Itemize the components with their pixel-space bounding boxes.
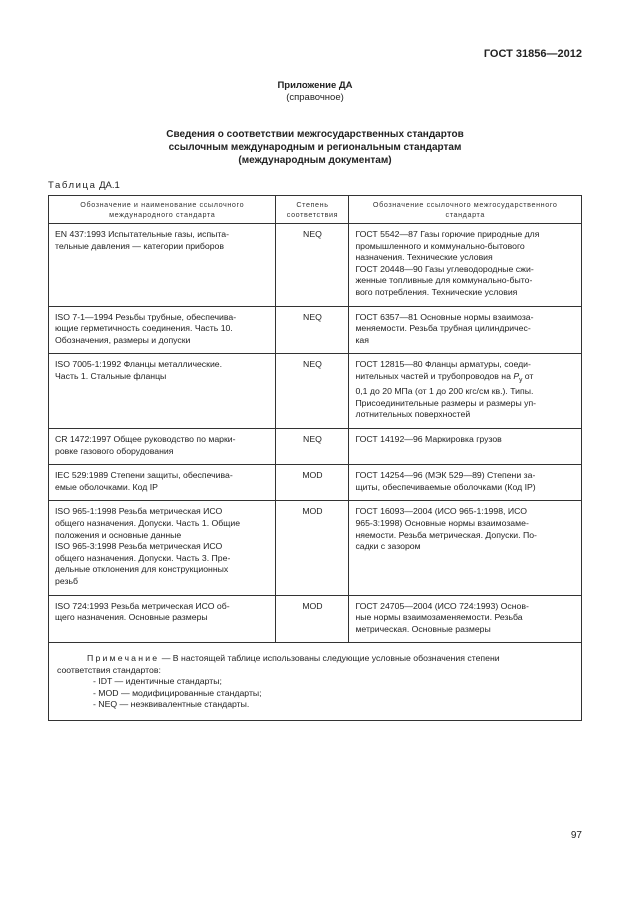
- cell-line: лотнительных поверхностей: [355, 409, 471, 420]
- degree-cell: MOD: [276, 595, 349, 643]
- degree-cell: NEQ: [276, 354, 349, 429]
- column-header-interstate: Обозначение ссылочного межгосударственного стандарта: [349, 196, 582, 224]
- table-row: [49, 306, 582, 354]
- table-row: [49, 429, 582, 465]
- note-title: Примечание: [87, 653, 160, 664]
- document-code: ГОСТ 31856—2012: [483, 48, 582, 60]
- international-standard-cell: [49, 224, 276, 307]
- heading-line: (международным документам): [238, 155, 392, 166]
- cell-line: меняемости. Резьба трубная цилиндричес-: [355, 323, 531, 334]
- table-caption-label: Таблица: [48, 180, 97, 191]
- cell-line: ГОСТ 12815—80 Фланцы арматуры, соеди-: [355, 359, 531, 370]
- cell-line: общего назначения. Допуски. Часть 3. Пре-: [55, 552, 231, 563]
- note-item: - NEQ — неэквивалентные стандарты.: [93, 698, 250, 709]
- heading-line: ссылочным международным и региональным стандартам: [168, 142, 462, 153]
- cell-line: емые оболочками. Код IP: [55, 481, 158, 492]
- column-header-degree: Степень соответствия: [276, 196, 349, 224]
- annex-header: [0, 80, 630, 104]
- cell-line: ISO 7005-1:1992 Фланцы металлические.: [55, 359, 223, 370]
- cell-line: ные нормы взаимозаменяемости. Резьба: [355, 612, 523, 623]
- cell-line: 0,1 до 20 МПа (от 1 до 200 кгс/см кв.). Типы.: [355, 386, 534, 397]
- interstate-standard-cell: [349, 429, 582, 465]
- cell-line: ющие герметичность соединения. Часть 10.: [55, 323, 233, 334]
- international-standard-cell: [49, 306, 276, 354]
- cell-line: ГОСТ 16093—2004 (ИСО 965-1:1998, ИСО: [355, 506, 527, 517]
- international-standard-cell: [49, 429, 276, 465]
- degree-cell: MOD: [276, 465, 349, 501]
- cell-line: ГОСТ 20448—90 Газы углеводородные сжи-: [355, 263, 534, 274]
- cell-line: тельные давления — категории приборов: [55, 240, 224, 251]
- international-standard-cell: [49, 595, 276, 643]
- cell-line: ГОСТ 24705—2004 (ИСО 724:1993) Основ-: [355, 600, 529, 611]
- cell-line: CR 1472:1997 Общее руководство по марки-: [55, 434, 236, 445]
- cell-line: Часть 1. Стальные фланцы: [55, 370, 167, 381]
- note-text: — В настоящей таблице использованы следующие условные обозначения степени: [159, 653, 500, 664]
- cell-line: ISO 724:1993 Резьба метрическая ИСО об-: [55, 600, 230, 611]
- cell-line: вого потребления. Технические условия: [355, 286, 518, 297]
- table-row: [49, 354, 582, 429]
- cell-line: ISO 7-1—1994 Резьбы трубные, обеспечива-: [55, 311, 237, 322]
- degree-cell: NEQ: [276, 224, 349, 307]
- cell-line: IEC 529:1989 Степени защиты, обеспечива-: [55, 470, 233, 481]
- table-note-row: [49, 643, 582, 721]
- table-row: [49, 224, 582, 307]
- note-item: - MOD — модифицированные стандарты;: [93, 687, 262, 698]
- cell-line: 965-3:1998) Основные нормы взаимозаме-: [355, 518, 529, 529]
- cell-line: ГОСТ 6357—81 Основные нормы взаимоза-: [355, 311, 534, 322]
- cell-line: положения и основные данные: [55, 529, 182, 540]
- standards-table: [48, 195, 582, 721]
- cell-line: нительных частей и трубопроводов на $P_y$ от: [355, 370, 534, 384]
- page-number: 97: [570, 830, 582, 841]
- interstate-standard-cell: [349, 465, 582, 501]
- cell-line: ГОСТ 14254—96 (МЭК 529—89) Степени за-: [355, 470, 536, 481]
- cell-line: резьб: [55, 575, 78, 586]
- heading-line: Сведения о соответствии межгосударственных стандартов: [166, 129, 464, 140]
- table-header-row: [49, 196, 582, 224]
- cell-line: ISO 965-3:1998 Резьба метрическая ИСО: [55, 541, 223, 552]
- cell-line: садки с зазором: [355, 541, 421, 552]
- note-item: - IDT — идентичные стандарты;: [93, 676, 222, 687]
- international-standard-cell: [49, 501, 276, 595]
- interstate-standard-cell: [349, 306, 582, 354]
- section-heading: [0, 128, 630, 167]
- degree-cell: MOD: [276, 501, 349, 595]
- cell-line: кая: [355, 334, 369, 345]
- annex-subtitle: (справочное): [286, 92, 344, 103]
- table-caption-number: ДА.1: [99, 180, 120, 191]
- international-standard-cell: [49, 354, 276, 429]
- interstate-standard-cell: [349, 224, 582, 307]
- cell-line: метрическая. Основные размеры: [355, 623, 491, 634]
- cell-line: ГОСТ 5542—87 Газы горючие природные для: [355, 229, 540, 239]
- cell-line: Обозначения, размеры и допуски: [55, 334, 191, 345]
- table-caption: [48, 180, 120, 191]
- cell-line: няемости. Резьба метрическая. Допуски. По-: [355, 529, 537, 540]
- table-row: [49, 465, 582, 501]
- cell-line: промышленного и коммунально-бытового: [355, 240, 525, 251]
- cell-line: общего назначения. Допуски. Часть 1. Общие: [55, 518, 241, 529]
- interstate-standard-cell: [349, 501, 582, 595]
- international-standard-cell: [49, 465, 276, 501]
- table-note: [49, 643, 582, 721]
- table-row: [49, 501, 582, 595]
- cell-line: женные топливные для коммунально-быто-: [355, 275, 533, 286]
- cell-line: дельные отклонения для конструкционных: [55, 564, 229, 575]
- degree-cell: NEQ: [276, 306, 349, 354]
- cell-line: EN 437:1993 Испытательные газы, испыта-: [55, 229, 230, 239]
- interstate-standard-cell: [349, 354, 582, 429]
- interstate-standard-cell: [349, 595, 582, 643]
- annex-title: Приложение ДА: [277, 80, 353, 91]
- degree-cell: NEQ: [276, 429, 349, 465]
- note-text-continued: соответствия стандартов:: [57, 664, 161, 675]
- cell-line: щего назначения. Основные размеры: [55, 612, 208, 623]
- cell-line: Присоединительные размеры и размеры уп-: [355, 397, 537, 408]
- table-row: [49, 595, 582, 643]
- cell-line: ровке газового оборудования: [55, 445, 174, 456]
- cell-line: ГОСТ 14192—96 Маркировка грузов: [355, 434, 502, 445]
- column-header-international: Обозначение и наименование ссылочного международного стандарта: [49, 196, 276, 224]
- cell-line: щиты, обеспечиваемые оболочками (Код IP): [355, 481, 536, 492]
- cell-line: ISO 965-1:1998 Резьба метрическая ИСО: [55, 506, 223, 517]
- cell-line: назначения. Технические условия: [355, 252, 493, 263]
